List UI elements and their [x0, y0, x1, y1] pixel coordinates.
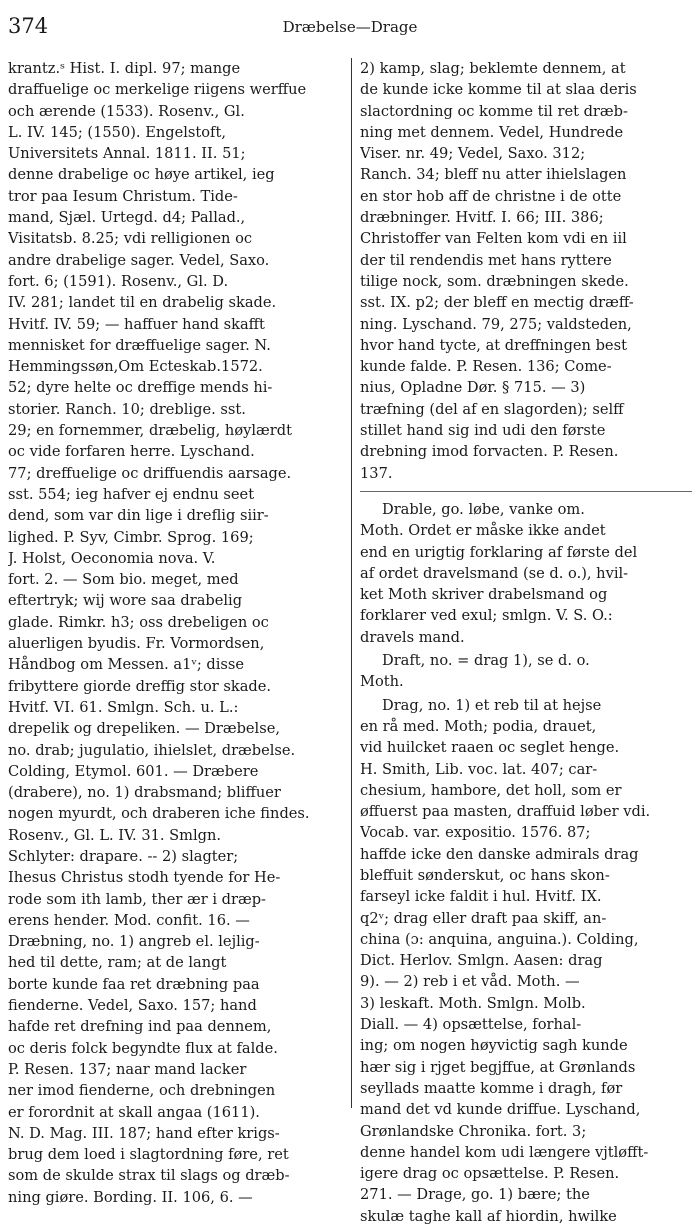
- text-line: IV. 281; landet til en drabelig skade.: [8, 294, 277, 312]
- text-line: ing; om nogen høyvictig sagh kunde: [360, 1037, 628, 1055]
- text-line: ning. Lyschand. 79, 275; valdsteden,: [360, 315, 632, 333]
- text-line: Hemmingssøn,Om Ecteskab.1572.: [8, 358, 263, 376]
- text-line: kunde falde. P. Resen. 136; Come-: [360, 358, 612, 376]
- text-line: hafde ret drefning ind paa dennem,: [8, 1018, 272, 1036]
- text-line: Ihesus Christus stodh tyende for He-: [8, 869, 281, 887]
- text-line: Dræbning, no. 1) angreb el. lejlig-: [8, 933, 260, 951]
- running-head: Dræbelse—Drage: [282, 18, 418, 36]
- text-line: fort. 6; (1591). Rosenv., Gl. D.: [8, 272, 229, 290]
- text-line: china (ɔ: anquina, anguina.). Colding,: [360, 930, 639, 948]
- text-line: slactordning oc komme til ret dræb-: [360, 102, 628, 120]
- entry-paragraph: [360, 695, 692, 1227]
- text-line: L. IV. 145; (1550). Engelstoft,: [8, 123, 226, 141]
- text-line: skulæ taghe kall af hiordin, hwilke: [360, 1207, 617, 1225]
- text-line: andre drabelige sager. Vedel, Saxo.: [8, 251, 270, 269]
- entry-paragraph: [8, 58, 344, 1208]
- text-line: brug dem loed i slagtordning føre, ret: [8, 1146, 289, 1164]
- text-line: chesium, hambore, det holl, som er: [360, 781, 622, 799]
- text-line: hær sig i rjget begjffue, at Grønlands: [360, 1058, 636, 1076]
- entry-divider: [360, 491, 692, 492]
- text-line: af ordet dravelsmand (se d. o.), hvil-: [360, 564, 629, 582]
- text-line: N. D. Mag. III. 187; hand efter krigs-: [8, 1124, 280, 1142]
- text-line: 3) leskaft. Moth. Smlgn. Molb.: [360, 994, 586, 1012]
- text-line: forklarer ved exul; smlgn. V. S. O.:: [360, 607, 613, 625]
- text-line: rode som ith lamb, ther ær i dræp-: [8, 890, 266, 908]
- text-line: 77; dreffuelige oc driffuendis aarsage.: [8, 464, 292, 482]
- text-line: Visitatsb. 8.25; vdi relligionen oc: [8, 230, 253, 248]
- text-line: Hvitf. VI. 61. Smlgn. Sch. u. L.:: [8, 698, 239, 716]
- entry-paragraph: [360, 499, 692, 648]
- text-line: stillet hand sig ind udi den første: [360, 422, 606, 440]
- text-line: fort. 2. — Som bio. meget, med: [8, 571, 239, 589]
- text-line: drebning imod forvacten. P. Resen.: [360, 443, 619, 461]
- text-line: 137.: [360, 464, 393, 482]
- text-line: sst. 554; ieg hafver ej endnu seet: [8, 485, 255, 503]
- text-line: Schlyter: drapare. -- 2) slagter;: [8, 847, 239, 865]
- text-line: 2) kamp, slag; beklemte dennem, at: [360, 60, 626, 77]
- text-line: vid huilcket raaen oc seglet henge.: [360, 739, 620, 757]
- text-line: ning met dennem. Vedel, Hundrede: [360, 123, 624, 141]
- entry-paragraph: [360, 650, 692, 693]
- text-line: (drabere), no. 1) drabsmand; bliffuer: [8, 784, 281, 802]
- text-line: aluerligen byudis. Fr. Vormordsen,: [8, 635, 265, 653]
- text-line: draffuelige oc merkelige riigens werffue: [8, 81, 307, 99]
- text-line: Viser. nr. 49; Vedel, Saxo. 312;: [360, 145, 586, 163]
- text-line: oc vide forfaren herre. Lyschand.: [8, 443, 255, 461]
- text-line: P. Resen. 137; naar mand lacker: [8, 1060, 247, 1078]
- text-line: denne handel kom udi længere vjtløfft-: [360, 1143, 649, 1161]
- text-line: krantz.ˢ Hist. I. dipl. 97; mange: [8, 60, 241, 77]
- text-line: tror paa Iesum Christum. Tide-: [8, 187, 238, 205]
- text-line: end en urigtig forklaring af første del: [360, 543, 638, 561]
- text-line: fribyttere giorde dreffig stor skade.: [8, 677, 272, 695]
- text-line: Drable, go. løbe, vanke om.: [382, 500, 585, 518]
- text-line: er forordnit at skall angaa (1611).: [8, 1103, 260, 1121]
- column-rule: [351, 58, 352, 1108]
- text-line: hed til dette, ram; at de langt: [8, 954, 227, 972]
- text-line: Drag, no. 1) et reb til at hejse: [382, 696, 602, 714]
- text-line: nius, Opladne Dør. § 715. — 3): [360, 379, 586, 397]
- text-line: bleffuit sønderskut, oc hans skon-: [360, 866, 610, 884]
- text-line: Vocab. var. expositio. 1576. 87;: [360, 824, 591, 842]
- text-line: J. Holst, Oeconomia nova. V.: [8, 549, 216, 567]
- text-line: Hvitf. IV. 59; — haffuer hand skafft: [8, 315, 265, 333]
- text-line: lighed. P. Syv, Cimbr. Sprog. 169;: [8, 528, 254, 546]
- text-line: H. Smith, Lib. voc. lat. 407; car-: [360, 760, 598, 778]
- text-line: farseyl icke faldit i hul. Hvitf. IX.: [360, 888, 602, 906]
- text-line: no. drab; jugulatio, ihielslet, dræbelse.: [8, 741, 296, 759]
- text-line: hvor hand tycte, at dreffningen best: [360, 336, 627, 354]
- text-line: mennisket for dræffuelige sager. N.: [8, 336, 271, 354]
- text-line: haffde icke den danske admirals drag: [360, 845, 639, 863]
- text-line: en rå med. Moth; podia, drauet,: [360, 717, 597, 735]
- text-line: dræbninger. Hvitf. I. 66; III. 386;: [360, 209, 604, 227]
- text-line: glade. Rimkr. h3; oss drebeligen oc: [8, 613, 269, 631]
- text-line: Christoffer van Felten kom vdi en iil: [360, 230, 627, 248]
- text-line: 9). — 2) reb i et våd. Moth. —: [360, 973, 580, 991]
- text-line: ning giøre. Bording. II. 106, 6. —: [8, 1188, 253, 1206]
- text-line: Universitets Annal. 1811. II. 51;: [8, 145, 246, 163]
- text-line: Colding, Etymol. 601. — Dræbere: [8, 762, 259, 780]
- text-line: drepelik og drepeliken. — Dræbelse,: [8, 720, 280, 738]
- text-line: Grønlandske Chronika. fort. 3;: [360, 1122, 587, 1140]
- text-line: Draft, no. = drag 1), se d. o.: [382, 652, 590, 670]
- text-line: igere drag oc opsættelse. P. Resen.: [360, 1165, 620, 1183]
- text-line: 271. — Drage, go. 1) bære; the: [360, 1186, 590, 1204]
- text-line: som de skulde strax til slags og dræb-: [8, 1167, 290, 1185]
- right-column: [360, 58, 692, 1227]
- text-line: q2ᵛ; drag eller draft paa skiff, an-: [360, 909, 607, 927]
- text-line: en stor hob aff de christne i de otte: [360, 187, 622, 205]
- text-line: nogen myurdt, och draberen iche findes.: [8, 805, 310, 823]
- text-line: træfning (del af en slagorden); selff: [360, 400, 624, 418]
- page-number: 374: [8, 14, 49, 38]
- text-line: sst. IX. p2; der bleff en mectig dræff-: [360, 294, 634, 312]
- left-column: [8, 58, 344, 1208]
- text-line: dravels mand.: [360, 628, 465, 646]
- text-line: dend, som var din lige i dreflig siir-: [8, 507, 269, 525]
- text-line: och ærende (1533). Rosenv., Gl.: [8, 102, 245, 120]
- text-line: Moth. Ordet er måske ikke andet: [360, 522, 606, 540]
- text-line: Rosenv., Gl. L. IV. 31. Smlgn.: [8, 826, 222, 844]
- text-line: Moth.: [360, 673, 404, 691]
- text-line: Diall. — 4) opsættelse, forhal-: [360, 1016, 582, 1034]
- entry-paragraph: [360, 58, 692, 484]
- text-line: seyllads maatte komme i dragh, før: [360, 1079, 623, 1097]
- text-line: oc deris folck begyndte flux at falde.: [8, 1039, 278, 1057]
- text-line: ner imod fienderne, och drebningen: [8, 1082, 276, 1100]
- text-line: fienderne. Vedel, Saxo. 157; hand: [8, 997, 257, 1015]
- text-line: 52; dyre helte oc dreffige mends hi-: [8, 379, 273, 397]
- text-line: 29; en fornemmer, dræbelig, høylærdt: [8, 422, 292, 440]
- text-line: eftertryk; wij wore saa drabelig: [8, 592, 243, 610]
- text-line: storier. Ranch. 10; dreblige. sst.: [8, 400, 246, 418]
- text-line: mand, Sjæl. Urtegd. d4; Pallad.,: [8, 209, 246, 227]
- text-line: Håndbog om Messen. a1ᵛ; disse: [8, 656, 245, 674]
- text-line: øffuerst paa masten, draffuid løber vdi.: [360, 803, 651, 821]
- text-line: tilige nock, som. dræbningen skede.: [360, 272, 629, 290]
- text-line: Ranch. 34; bleff nu atter ihielslagen: [360, 166, 627, 184]
- text-line: Dict. Herlov. Smlgn. Aasen: drag: [360, 952, 603, 970]
- text-line: denne drabelige oc høye artikel, ieg: [8, 166, 275, 184]
- page-header: [8, 14, 692, 42]
- text-line: mand det vd kunde driffue. Lyschand,: [360, 1101, 641, 1119]
- text-line: ket Moth skriver drabelsmand og: [360, 586, 608, 604]
- text-line: de kunde icke komme til at slaa deris: [360, 81, 637, 99]
- text-line: borte kunde faa ret dræbning paa: [8, 975, 260, 993]
- text-line: erens hender. Mod. confit. 16. —: [8, 911, 250, 929]
- text-line: der til rendendis met hans ryttere: [360, 251, 612, 269]
